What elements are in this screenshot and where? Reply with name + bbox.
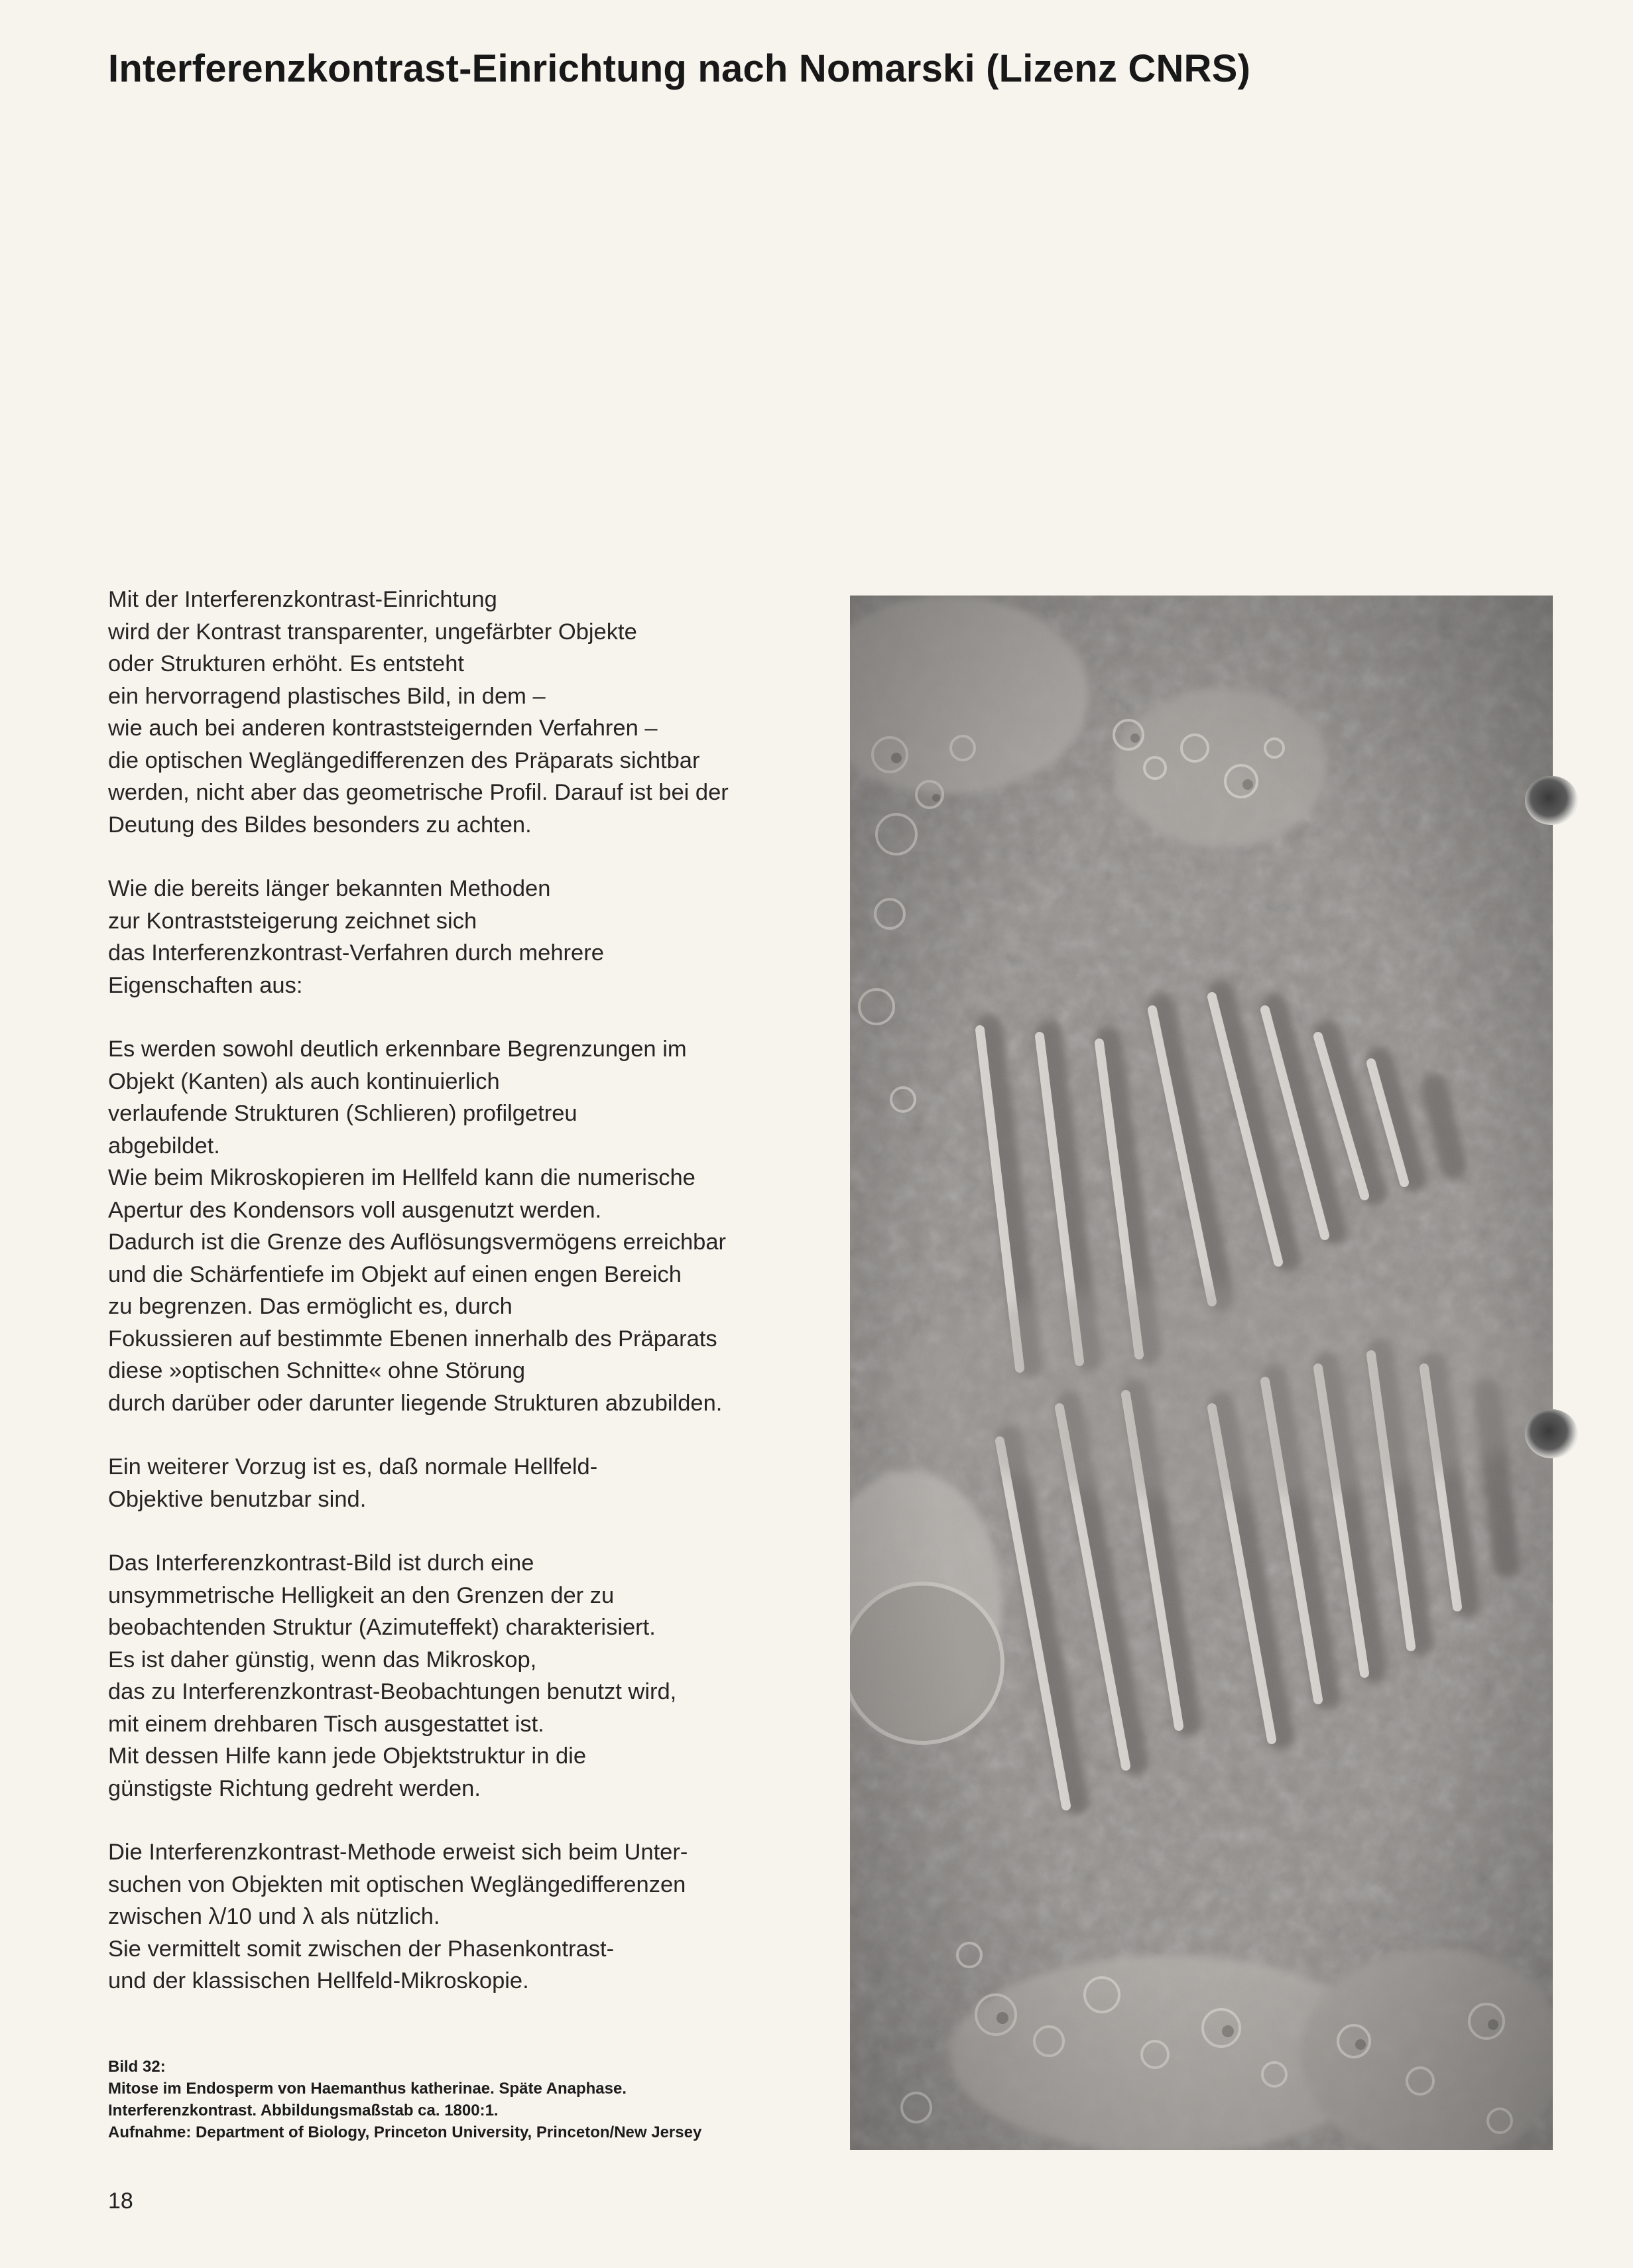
caption-line: Bild 32:	[108, 2058, 166, 2076]
text-line: suchen von Objekten mit optischen Weglängedifferenzen	[108, 1871, 686, 1897]
text-line: Das Interferenzkontrast-Bild ist durch eine	[108, 1550, 534, 1576]
text-line: durch darüber oder darunter liegende Strukturen abzubilden.	[108, 1390, 723, 1416]
text-line: abgebildet.	[108, 1133, 220, 1159]
text-line: unsymmetrische Helligkeit an den Grenzen der zu	[108, 1582, 615, 1608]
text-line: das zu Interferenzkontrast-Beobachtungen benutzt wird,	[108, 1679, 677, 1704]
text-line: Dadurch ist die Grenze des Auflösungsvermögens erreichbar	[108, 1229, 726, 1255]
text-line: verlaufende Strukturen (Schlieren) profilgetreu	[108, 1101, 577, 1126]
figure-caption	[108, 2056, 857, 2143]
paragraph-4	[108, 1451, 844, 1515]
text-line: beobachtenden Struktur (Azimuteffekt) charakterisiert.	[108, 1615, 656, 1640]
micrograph-photo	[850, 596, 1553, 2150]
text-line: zu begrenzen. Das ermöglicht es, durch	[108, 1294, 513, 1319]
micrograph-image	[850, 596, 1553, 2150]
text-line: diese »optischen Schnitte« ohne Störung	[108, 1358, 526, 1383]
paragraph-6	[108, 1836, 844, 1997]
text-line: und der klassischen Hellfeld-Mikroskopie.	[108, 1968, 529, 1993]
text-line: Ein weiterer Vorzug ist es, daß normale Hellfeld-	[108, 1454, 598, 1480]
text-line: Fokussieren auf bestimmte Ebenen innerhalb des Präparats	[108, 1326, 717, 1352]
paragraph-3	[108, 1033, 844, 1419]
text-line: wird der Kontrast transparenter, ungefärbter Objekte	[108, 619, 637, 645]
text-line: günstigste Richtung gedreht werden.	[108, 1775, 481, 1801]
caption-line: Aufnahme: Department of Biology, Princeton University, Princeton/New Jersey	[108, 2123, 702, 2141]
paragraph-1	[108, 584, 844, 841]
text-line: das Interferenzkontrast-Verfahren durch mehrere	[108, 940, 604, 966]
paragraph-2	[108, 873, 844, 1001]
caption-line: Mitose im Endosperm von Haemanthus katherinae. Späte Anaphase.	[108, 2080, 627, 2098]
text-line: Deutung des Bildes besonders zu achten.	[108, 812, 532, 838]
punch-hole	[1525, 1409, 1578, 1458]
caption-line: Interferenzkontrast. Abbildungsmaßstab ca. 1800:1.	[108, 2102, 499, 2119]
text-line: und die Schärfentiefe im Objekt auf einen engen Bereich	[108, 1261, 682, 1287]
body-text	[108, 584, 844, 2029]
text-line: Objektive benutzbar sind.	[108, 1486, 367, 1512]
text-line: wie auch bei anderen kontraststeigernden Verfahren –	[108, 716, 658, 741]
text-line: Sie vermittelt somit zwischen der Phasenkontrast-	[108, 1936, 615, 1962]
text-line: Wie die bereits länger bekannten Methoden	[108, 876, 551, 901]
text-line: die optischen Weglängedifferenzen des Präparats sichtbar	[108, 747, 700, 773]
text-line: Objekt (Kanten) als auch kontinuierlich	[108, 1068, 500, 1094]
text-line: Apertur des Kondensors voll ausgenutzt werden.	[108, 1197, 602, 1223]
text-line: zur Kontraststeigerung zeichnet sich	[108, 908, 477, 934]
text-line: Eigenschaften aus:	[108, 972, 303, 998]
text-line: ein hervorragend plastisches Bild, in dem –	[108, 683, 546, 709]
punch-hole	[1525, 776, 1578, 825]
text-line: Mit der Interferenzkontrast-Einrichtung	[108, 587, 497, 612]
text-line: oder Strukturen erhöht. Es entsteht	[108, 651, 464, 676]
text-line: werden, nicht aber das geometrische Profil. Darauf ist bei der	[108, 780, 729, 805]
text-line: mit einem drehbaren Tisch ausgestattet ist.	[108, 1711, 544, 1737]
paragraph-5	[108, 1547, 844, 1804]
page-number: 18	[108, 2188, 133, 2214]
text-line: Es werden sowohl deutlich erkennbare Begrenzungen im	[108, 1037, 687, 1062]
text-line: Die Interferenzkontrast-Methode erweist sich beim Unter-	[108, 1840, 688, 1865]
text-line: Wie beim Mikroskopieren im Hellfeld kann die numerische	[108, 1165, 696, 1190]
text-line: zwischen λ/10 und λ als nützlich.	[108, 1904, 440, 1929]
text-line: Mit dessen Hilfe kann jede Objektstruktur in die	[108, 1743, 587, 1769]
text-line: Es ist daher günstig, wenn das Mikroskop,	[108, 1647, 537, 1672]
page-title: Interferenzkontrast-Einrichtung nach Nomarski (Lizenz CNRS)	[108, 47, 1251, 90]
